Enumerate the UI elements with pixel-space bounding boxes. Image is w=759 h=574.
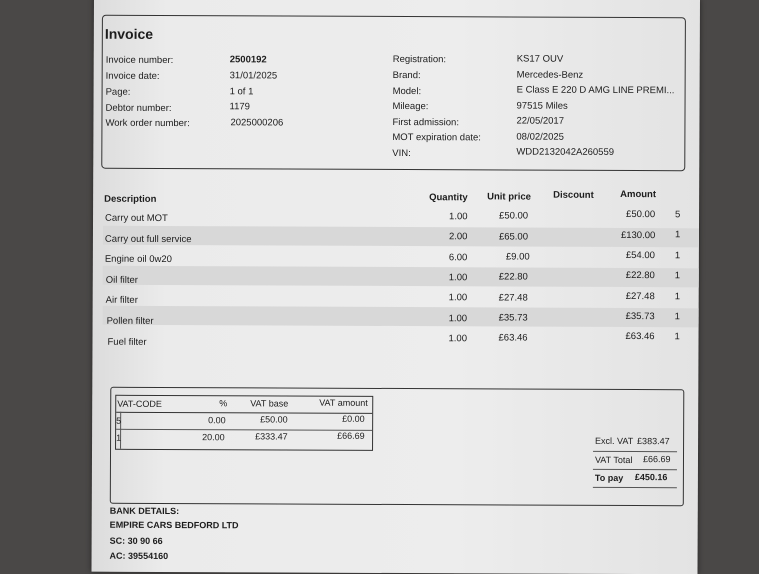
item-quantity: 1.00 (448, 272, 468, 284)
field-label: Brand: (392, 69, 421, 82)
field-label: Registration: (392, 53, 447, 66)
row-stripe (103, 266, 699, 288)
vat-col-base: VAT base (250, 398, 289, 409)
brand-value: Mercedes-Benz (516, 69, 584, 81)
item-unit-price: £35.73 (498, 312, 528, 324)
work-order-value: 2025000206 (230, 117, 284, 129)
bank-name: EMPIRE CARS BEDFORD LTD (109, 519, 239, 531)
col-amount: Amount (620, 188, 657, 201)
item-description: Carry out MOT (105, 212, 168, 225)
item-unit-price: £63.46 (498, 332, 528, 344)
item-amount: £35.73 (625, 311, 655, 323)
col-discount: Discount (553, 189, 594, 201)
invoice-title: Invoice (104, 25, 154, 42)
item-quantity: 1.00 (448, 333, 468, 345)
item-vat-code: 5 (675, 209, 681, 221)
item-description: Pollen filter (106, 315, 154, 327)
field-label: First admission: (392, 116, 459, 129)
item-description: Engine oil 0w20 (104, 253, 172, 266)
item-vat-code: 1 (674, 250, 681, 262)
item-description: Carry out full service (104, 233, 192, 246)
to-pay-value: £450.16 (634, 472, 668, 483)
vat-total-label: VAT Total (594, 454, 633, 466)
vat-row-code: 1 (116, 432, 122, 443)
totals-box (110, 387, 685, 507)
field-label: Debtor number: (105, 102, 172, 115)
vat-table-divider (116, 429, 372, 431)
item-quantity: 2.00 (448, 231, 468, 243)
bank-sort-code: SC: 30 90 66 (109, 535, 163, 546)
first-admission-value: 22/05/2017 (516, 115, 565, 127)
invoice-paper (91, 0, 700, 574)
vat-col-amount: VAT amount (319, 397, 368, 408)
bank-account-number: AC: 39554160 (109, 550, 169, 562)
item-unit-price: £22.80 (498, 271, 528, 283)
registration-value: KS17 OUV (516, 53, 564, 65)
field-label: Invoice number: (105, 54, 174, 67)
field-label: Model: (392, 85, 422, 98)
vat-total-value: £66.69 (642, 454, 671, 465)
item-unit-price: £9.00 (505, 251, 530, 263)
item-quantity: 1.00 (449, 211, 468, 223)
item-unit-price: £27.48 (498, 292, 528, 304)
field-label: MOT expiration date: (392, 131, 481, 144)
item-vat-code: 1 (674, 270, 681, 282)
field-label: Mileage: (392, 100, 429, 113)
item-unit-price: £65.00 (498, 231, 529, 243)
item-vat-code: 1 (674, 331, 680, 343)
vat-row-code: 5 (116, 415, 122, 426)
vat-row-base: £333.47 (255, 431, 288, 442)
field-label: VIN: (392, 147, 411, 160)
vin-value: WDD2132042A260559 (516, 146, 615, 158)
item-quantity: 6.00 (448, 252, 468, 264)
totals-divider (593, 487, 677, 488)
item-quantity: 1.00 (448, 313, 468, 325)
row-stripe (103, 306, 699, 328)
item-description: Air filter (105, 294, 138, 306)
bank-title: BANK DETAILS: (109, 505, 180, 517)
item-quantity: 1.00 (448, 292, 468, 304)
model-value: E Class E 220 D AMG LINE PREMI... (516, 84, 675, 97)
item-amount: £54.00 (625, 250, 655, 262)
item-description: Fuel filter (107, 336, 147, 348)
row-stripe (103, 226, 699, 248)
field-label: Invoice date: (105, 70, 160, 82)
field-label: Work order number: (105, 117, 190, 130)
mileage-value: 97515 Miles (516, 100, 568, 112)
vat-row-amount: £0.00 (342, 413, 365, 424)
vat-row-pct: 0.00 (208, 415, 226, 426)
vat-table (115, 395, 373, 451)
item-description: Oil filter (105, 274, 138, 286)
field-label: Page: (105, 86, 131, 98)
item-vat-code: 1 (674, 229, 681, 241)
vat-col-code: VAT-CODE (117, 398, 162, 409)
item-amount: £50.00 (626, 209, 656, 221)
vat-row-pct: 20.00 (202, 432, 225, 443)
invoice-date-value: 31/01/2025 (229, 70, 278, 82)
mot-expiration-value: 08/02/2025 (516, 131, 564, 143)
col-quantity: Quantity (429, 192, 468, 204)
excl-vat-label: Excl. VAT (595, 435, 634, 447)
vat-col-pct: % (219, 398, 228, 409)
item-vat-code: 1 (674, 311, 680, 323)
item-unit-price: £50.00 (499, 210, 529, 222)
item-amount: £63.46 (625, 331, 655, 343)
page-value: 1 of 1 (229, 86, 254, 98)
totals-divider (593, 451, 677, 452)
item-vat-code: 1 (674, 291, 681, 303)
vat-row-amount: £66.69 (337, 430, 365, 441)
item-amount: £27.48 (625, 291, 655, 303)
invoice-header-box (101, 15, 686, 172)
totals-divider (593, 469, 677, 470)
item-amount: £130.00 (620, 229, 656, 242)
item-amount: £22.80 (625, 270, 655, 282)
vat-row-base: £50.00 (260, 414, 288, 425)
excl-vat-value: £383.47 (637, 436, 670, 447)
invoice-number-value: 2500192 (229, 54, 267, 66)
to-pay-label: To pay (594, 472, 624, 483)
debtor-number-value: 1179 (229, 101, 250, 113)
col-description: Description (104, 193, 157, 205)
col-unit-price: Unit price (487, 191, 531, 203)
